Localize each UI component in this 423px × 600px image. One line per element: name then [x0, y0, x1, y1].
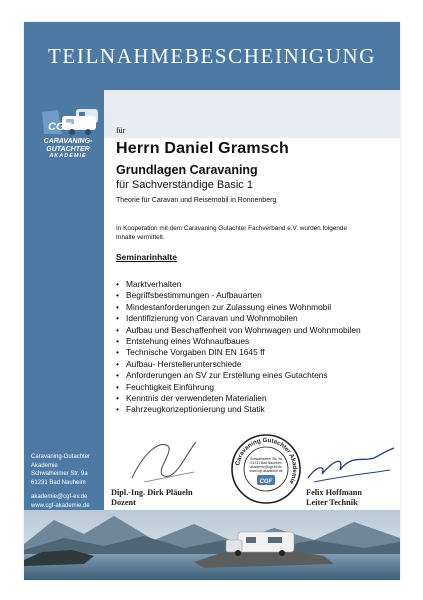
- course-subtitle: für Sachverständige Basic 1: [116, 179, 253, 191]
- course-theory: Theorie für Caravan und Reisemobil in Ronnenberg: [116, 197, 277, 204]
- list-item: • Anforderungen an SV zur Erstellung eines Gutachtens: [116, 370, 396, 381]
- sidebar-contact: [31, 453, 103, 510]
- header-bar: [24, 22, 400, 90]
- course-title: Grundlagen Caravaning: [116, 163, 258, 177]
- signature-right-icon: [304, 440, 396, 488]
- certificate-body: [116, 126, 396, 416]
- cooperation-text: In Kooperation mit dem Caravaning Gutachter Fachverband e.V. wurden folgende Inhalte vermittelt.: [116, 225, 348, 241]
- landscape-photo: [24, 510, 400, 580]
- fuer-label: für: [116, 126, 126, 135]
- list-item: • Feuchtigkeit Einführung: [116, 382, 396, 393]
- contact-org-2: Akademie: [31, 462, 58, 469]
- list-item: • Mindestanforderungen zur Zulassung eines Wohnmobil: [116, 302, 396, 313]
- certificate-title: TEILNAHMEBESCHEINIGUNG: [47, 44, 376, 68]
- list-item: • Marktverhalten: [116, 279, 396, 290]
- svg-text:www.cgf-akademie.de: www.cgf-akademie.de: [249, 469, 283, 473]
- seminar-heading: Seminarinhalte: [116, 252, 177, 262]
- list-item: • Identifizierung von Caravan und Wohnmobilen: [116, 313, 396, 324]
- recipient-name: Herrn Daniel Gramsch: [116, 140, 289, 157]
- svg-text:akademie@cgf-ev.de: akademie@cgf-ev.de: [250, 465, 282, 469]
- svg-text:61231 Bad Nauheim: 61231 Bad Nauheim: [250, 461, 282, 465]
- logo-line-2: GUTACHTER: [46, 145, 90, 153]
- svg-text:Schwalheimer Str. 9a: Schwalheimer Str. 9a: [249, 457, 283, 461]
- list-item: • Entstehung eines Wohnaufbaues: [116, 336, 396, 347]
- list-item: • Aufbau- Herstellerunterschiede: [116, 359, 396, 370]
- seminar-list: [116, 279, 396, 416]
- list-item: • Begriffsbestimmungen - Aufbauarten: [116, 290, 396, 301]
- signature-left: [111, 488, 193, 508]
- svg-text:Caravaning Gutachter Akademie: Caravaning Gutachter Akademie: [234, 436, 299, 486]
- signature-right: [306, 488, 362, 508]
- list-item: • Fahrzeugkonzeptionierung und Statik: [116, 404, 396, 415]
- svg-text:CGF: CGF: [259, 479, 273, 485]
- signer-left-role: Dozent: [111, 498, 136, 507]
- caravan-logo-icon: [32, 104, 104, 138]
- contact-email: akademie@cgf-ev.de: [31, 494, 88, 500]
- contact-street: Schwalheimer Str. 9a: [31, 471, 88, 477]
- logo-line-1: CARAVANING-: [43, 138, 93, 145]
- signer-right-role: Leiter Technik: [306, 498, 358, 507]
- contact-org-1: Caravaning-Gutachter: [31, 454, 91, 460]
- contact-city: 61231 Bad Nauheim: [31, 479, 86, 486]
- contact-web: www.cgf-akademie.de: [31, 502, 90, 509]
- list-item: • Aufbau und Beschaffenheit von Wohnwagen und Wohnmobilen: [116, 325, 396, 336]
- official-stamp: [230, 433, 302, 505]
- signer-left-name: Dipl.-Ing. Dirk Pläueln: [111, 488, 193, 497]
- svg-text:CGF: CGF: [48, 121, 72, 133]
- list-item: • Technische Vorgaben DIN EN 1645 ff: [116, 347, 396, 358]
- cgf-logo: [32, 104, 104, 174]
- signer-right-name: Felix Hoffmann: [306, 488, 362, 497]
- certificate-page: [24, 22, 400, 580]
- list-item: • Kenntnis der verwendeten Materialien: [116, 393, 396, 404]
- signature-left-icon: [124, 432, 204, 488]
- logo-wordmark: [32, 138, 104, 161]
- logo-line-3: AKADEMIE: [49, 153, 87, 159]
